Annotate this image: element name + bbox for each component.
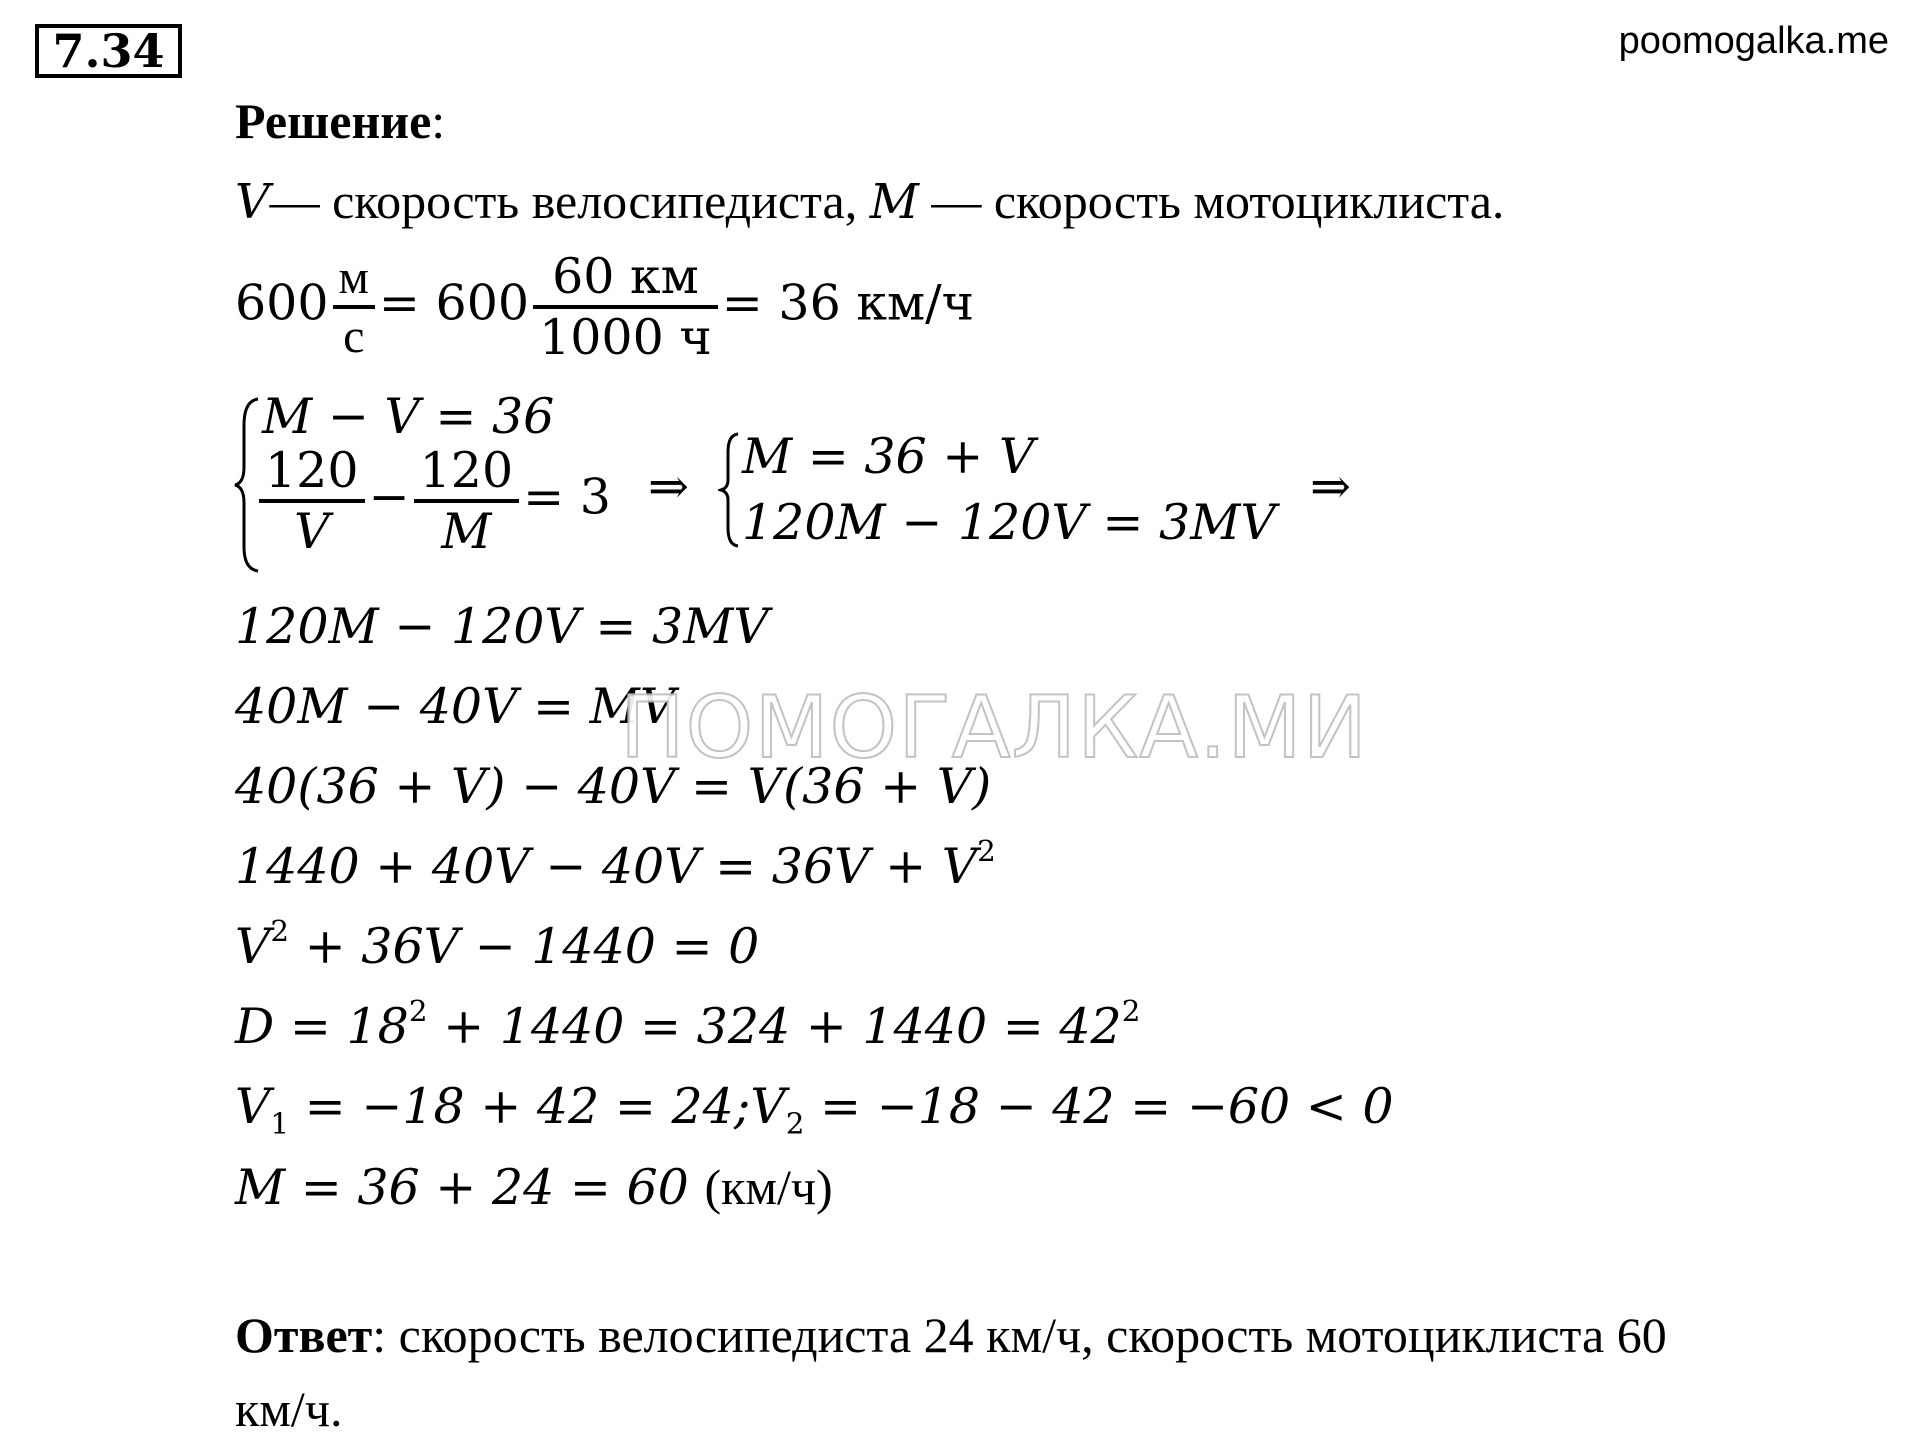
fraction-denominator: V: [259, 499, 365, 560]
final-units: (км/ч): [704, 1159, 833, 1215]
exponent: 2: [1121, 993, 1141, 1028]
system-brace-left: [718, 430, 742, 550]
conversion-result: = 36 км/ч: [721, 274, 974, 332]
root-var: V: [235, 1078, 271, 1135]
answer-colon: :: [372, 1307, 387, 1363]
solution-heading-line: [235, 92, 445, 150]
implies-arrow: ⇒: [648, 458, 690, 515]
site-name[interactable]: poomogalka.me: [1618, 20, 1889, 62]
answer-text: скорость велосипедиста 24 км/ч, скорость мотоциклиста 60: [398, 1307, 1667, 1363]
solution-heading: Решение: [235, 93, 432, 149]
step-expression: 1440 + 40V − 40V = 36V + V: [235, 838, 978, 895]
final-line: [235, 1158, 833, 1216]
step-line: 40M − 40V = MV: [235, 678, 676, 735]
system1-minus: −: [368, 468, 410, 526]
answer-line: [235, 1306, 1667, 1364]
step-expression: D = 18: [235, 998, 409, 1055]
var-m: M: [869, 174, 919, 230]
system1-rhs: = 3: [523, 468, 611, 526]
step-line: 40(36 + V) − 40V = V(36 + V): [235, 758, 992, 815]
step-expression: + 1440 = 324 + 1440 = 42: [427, 998, 1122, 1055]
conversion-lhs-coef: 600: [235, 274, 329, 332]
fraction-denominator: с: [333, 305, 375, 364]
quadratic-equation: [235, 913, 760, 975]
definitions-line: [235, 172, 1504, 230]
subscript: 2: [785, 1106, 805, 1141]
answer-label: Ответ: [235, 1307, 373, 1363]
fraction-numerator: м: [338, 251, 369, 304]
fraction-numerator: 120: [265, 442, 359, 499]
root-expression: = −18 − 42 = −60 < 0: [804, 1078, 1394, 1135]
root-var: V: [750, 1078, 786, 1135]
var-v: V: [235, 174, 270, 230]
definition-m: — скорость мотоциклиста.: [931, 173, 1505, 229]
watermark: ПОМОГАЛКА.МИ: [620, 678, 1368, 778]
fraction-km-per-h: [533, 248, 718, 366]
exponent: 2: [270, 913, 290, 948]
fraction-denominator: M: [414, 499, 520, 560]
final-expression: M = 36 + 24 = 60: [235, 1159, 689, 1216]
exponent: 2: [408, 993, 428, 1028]
solution-heading-colon: :: [431, 93, 446, 149]
fraction-denominator: 1000 ч: [533, 305, 718, 366]
system1-eq1: M − V = 36: [262, 388, 555, 445]
implies-arrow: ⇒: [1310, 458, 1352, 515]
fraction-120-over-m: [414, 442, 520, 560]
root-expression: = −18 + 42 = 24;: [289, 1078, 751, 1135]
exponent: 2: [977, 833, 996, 868]
conversion-eq1: = 600: [378, 274, 530, 332]
system2-eq1: M = 36 + V: [742, 428, 1035, 485]
discriminant-line: [235, 993, 1141, 1055]
unit-conversion: [235, 248, 974, 366]
fraction-120-over-v: [259, 442, 365, 560]
step-expression: V: [235, 918, 271, 975]
step-line: 120M − 120V = 3MV: [235, 598, 769, 655]
system2-eq2: 120M − 120V = 3MV: [742, 494, 1276, 551]
subscript: 1: [270, 1106, 290, 1141]
step-expression: + 36V − 1440 = 0: [289, 918, 760, 975]
roots-line: [235, 1078, 1394, 1141]
fraction-numerator: 120: [419, 442, 514, 499]
answer-text-continued: км/ч.: [235, 1381, 343, 1437]
problem-number-box: 7.34: [35, 24, 182, 78]
fraction-numerator: 60 км: [552, 248, 699, 305]
step-line: [235, 833, 996, 895]
definition-v: — скорость велосипедиста,: [269, 173, 858, 229]
fraction-m-per-s: [333, 250, 375, 364]
system1-eq2: [255, 442, 611, 560]
